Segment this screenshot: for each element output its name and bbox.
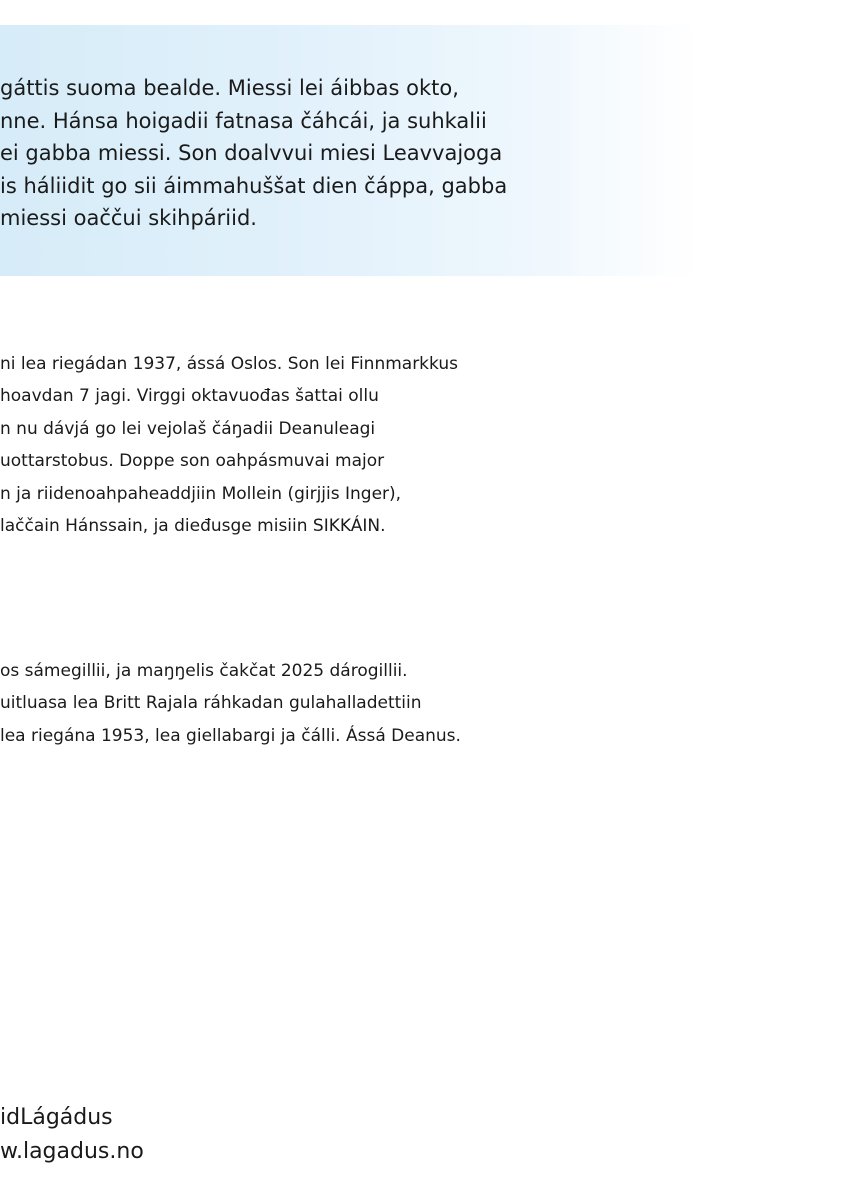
translator-bio-line: lea riegána 1953, lea giellabargi ja čálli. Ássá Deanus. <box>0 725 461 746</box>
publisher-info <box>0 1101 144 1169</box>
blurb-line: miessi oaččui skihpáriid. <box>0 206 257 230</box>
author-bio-line: n nu dávjá go lei vejolaš čáŋadii Deanuleagi <box>0 418 376 439</box>
blurb-line: nne. Hánsa hoigadii fatnasa čáhcái, ja suhkalii <box>0 108 487 133</box>
author-bio-line: laččain Hánssain, ja dieđusge misiin SIKKÁIN. <box>0 516 386 537</box>
blurb-line: ei gabba miessi. Son doalvvui miesi Leavvajoga <box>0 141 503 165</box>
blurb-line: gáttis suoma bealde. Miessi lei áibbas okto, <box>0 76 459 100</box>
publisher-website: w.lagadus.no <box>0 1139 144 1164</box>
author-bio-line: n ja riidenoahpaheaddjiin Mollein (girjjis Inger), <box>0 483 402 504</box>
translator-bio <box>0 655 461 752</box>
author-bio-line: hoavdan 7 jagi. Virggi oktavuođas šattai ollu <box>0 386 379 407</box>
author-bio-line: uottarstobus. Doppe son oahpásmuvai major <box>0 451 385 472</box>
blurb-line: is háliidit go sii áimmahuššat dien čáppa, gabba <box>0 173 508 198</box>
translator-bio-line: os sámegillii, ja maŋŋelis čakčat 2025 dárogillii. <box>0 661 408 681</box>
author-bio-line: ni lea riegádan 1937, ássá Oslos. Son lei Finnmarkkus <box>0 354 458 374</box>
back-cover-blurb <box>0 72 507 235</box>
publisher-name: idLágádus <box>0 1105 113 1130</box>
translator-bio-line: uitluasa lea Britt Rajala ráhkadan gulahalladettiin <box>0 693 422 714</box>
author-bio <box>0 348 458 542</box>
